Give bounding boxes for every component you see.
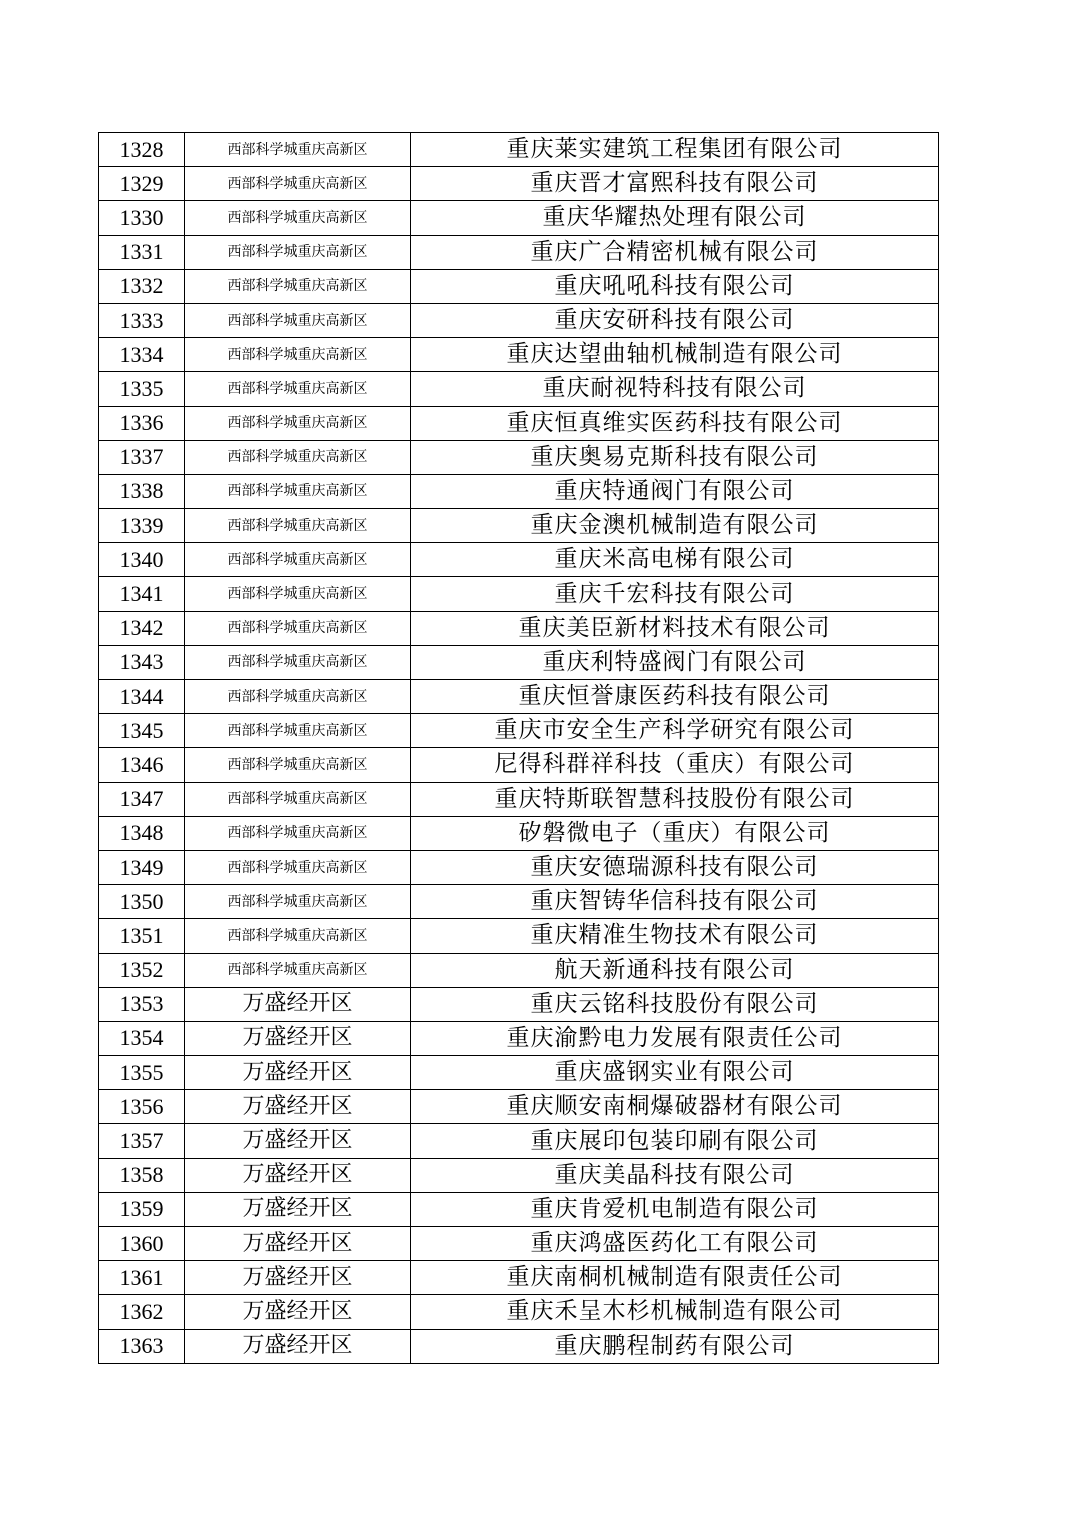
company-name-cell: 重庆莱实建筑工程集团有限公司 [411, 133, 939, 167]
company-name-cell: 重庆恒真维实医药科技有限公司 [411, 406, 939, 440]
table-row [99, 1021, 939, 1055]
table-row [99, 748, 939, 782]
table-row [99, 1227, 939, 1261]
district-cell: 万盛经开区 [185, 987, 411, 1021]
table-row [99, 1295, 939, 1329]
district-cell: 西部科学城重庆高新区 [185, 645, 411, 679]
table-row [99, 680, 939, 714]
district-cell: 万盛经开区 [185, 1192, 411, 1226]
company-name-cell: 重庆利特盛阀门有限公司 [411, 645, 939, 679]
row-number: 1352 [99, 953, 185, 987]
row-number: 1343 [99, 645, 185, 679]
district-cell: 西部科学城重庆高新区 [185, 850, 411, 884]
district-cell: 万盛经开区 [185, 1261, 411, 1295]
row-number: 1351 [99, 919, 185, 953]
company-name-cell: 重庆顺安南桐爆破器材有限公司 [411, 1090, 939, 1124]
row-number: 1349 [99, 850, 185, 884]
company-name-cell: 重庆恒誉康医药科技有限公司 [411, 680, 939, 714]
row-number: 1328 [99, 133, 185, 167]
table-row [99, 303, 939, 337]
row-number: 1359 [99, 1192, 185, 1226]
district-cell: 西部科学城重庆高新区 [185, 440, 411, 474]
table-row [99, 1329, 939, 1363]
row-number: 1331 [99, 235, 185, 269]
row-number: 1342 [99, 611, 185, 645]
district-cell: 西部科学城重庆高新区 [185, 919, 411, 953]
table-row [99, 201, 939, 235]
district-cell: 西部科学城重庆高新区 [185, 577, 411, 611]
district-cell: 西部科学城重庆高新区 [185, 611, 411, 645]
district-cell: 西部科学城重庆高新区 [185, 303, 411, 337]
district-cell: 西部科学城重庆高新区 [185, 680, 411, 714]
table-row [99, 987, 939, 1021]
company-name-cell: 重庆肯爱机电制造有限公司 [411, 1192, 939, 1226]
table-row [99, 543, 939, 577]
row-number: 1341 [99, 577, 185, 611]
row-number: 1333 [99, 303, 185, 337]
company-name-cell: 重庆安德瑞源科技有限公司 [411, 850, 939, 884]
row-number: 1332 [99, 269, 185, 303]
district-cell: 万盛经开区 [185, 1329, 411, 1363]
row-number: 1340 [99, 543, 185, 577]
district-cell: 万盛经开区 [185, 1227, 411, 1261]
company-name-cell: 重庆盛钢实业有限公司 [411, 1056, 939, 1090]
district-cell: 西部科学城重庆高新区 [185, 714, 411, 748]
company-name-cell: 重庆南桐机械制造有限责任公司 [411, 1261, 939, 1295]
district-cell: 西部科学城重庆高新区 [185, 509, 411, 543]
company-name-cell: 重庆耐视特科技有限公司 [411, 372, 939, 406]
table-row [99, 440, 939, 474]
row-number: 1346 [99, 748, 185, 782]
table-row [99, 133, 939, 167]
row-number: 1363 [99, 1329, 185, 1363]
row-number: 1334 [99, 338, 185, 372]
row-number: 1337 [99, 440, 185, 474]
district-cell: 万盛经开区 [185, 1090, 411, 1124]
table-row [99, 850, 939, 884]
row-number: 1356 [99, 1090, 185, 1124]
table-row [99, 372, 939, 406]
company-list-body [99, 133, 939, 1364]
company-name-cell: 重庆云铭科技股份有限公司 [411, 987, 939, 1021]
row-number: 1361 [99, 1261, 185, 1295]
table-row [99, 577, 939, 611]
company-name-cell: 重庆奥易克斯科技有限公司 [411, 440, 939, 474]
row-number: 1347 [99, 782, 185, 816]
district-cell: 西部科学城重庆高新区 [185, 235, 411, 269]
district-cell: 西部科学城重庆高新区 [185, 167, 411, 201]
row-number: 1329 [99, 167, 185, 201]
row-number: 1355 [99, 1056, 185, 1090]
company-list-table [98, 132, 939, 1364]
table-row [99, 645, 939, 679]
row-number: 1354 [99, 1021, 185, 1055]
district-cell: 西部科学城重庆高新区 [185, 372, 411, 406]
row-number: 1336 [99, 406, 185, 440]
table-row [99, 338, 939, 372]
company-name-cell: 重庆特斯联智慧科技股份有限公司 [411, 782, 939, 816]
table-row [99, 1261, 939, 1295]
row-number: 1350 [99, 885, 185, 919]
district-cell: 西部科学城重庆高新区 [185, 269, 411, 303]
district-cell: 西部科学城重庆高新区 [185, 748, 411, 782]
table-row [99, 611, 939, 645]
district-cell: 西部科学城重庆高新区 [185, 201, 411, 235]
row-number: 1362 [99, 1295, 185, 1329]
company-name-cell: 重庆市安全生产科学研究有限公司 [411, 714, 939, 748]
district-cell: 万盛经开区 [185, 1124, 411, 1158]
table-row [99, 1124, 939, 1158]
table-row [99, 474, 939, 508]
district-cell: 西部科学城重庆高新区 [185, 133, 411, 167]
table-row [99, 269, 939, 303]
row-number: 1353 [99, 987, 185, 1021]
table-row [99, 235, 939, 269]
company-name-cell: 重庆鹏程制药有限公司 [411, 1329, 939, 1363]
company-name-cell: 重庆鸿盛医药化工有限公司 [411, 1227, 939, 1261]
company-name-cell: 矽磐微电子（重庆）有限公司 [411, 816, 939, 850]
company-name-cell: 重庆吼吼科技有限公司 [411, 269, 939, 303]
company-name-cell: 重庆禾呈木杉机械制造有限公司 [411, 1295, 939, 1329]
table-row [99, 509, 939, 543]
company-name-cell: 重庆千宏科技有限公司 [411, 577, 939, 611]
row-number: 1357 [99, 1124, 185, 1158]
company-name-cell: 重庆美晶科技有限公司 [411, 1158, 939, 1192]
district-cell: 万盛经开区 [185, 1056, 411, 1090]
district-cell: 万盛经开区 [185, 1158, 411, 1192]
company-name-cell: 尼得科群祥科技（重庆）有限公司 [411, 748, 939, 782]
table-row [99, 919, 939, 953]
company-name-cell: 重庆华耀热处理有限公司 [411, 201, 939, 235]
row-number: 1344 [99, 680, 185, 714]
table-row [99, 953, 939, 987]
row-number: 1335 [99, 372, 185, 406]
table-row [99, 816, 939, 850]
company-name-cell: 重庆智铸华信科技有限公司 [411, 885, 939, 919]
table-row [99, 1056, 939, 1090]
district-cell: 万盛经开区 [185, 1021, 411, 1055]
row-number: 1358 [99, 1158, 185, 1192]
district-cell: 西部科学城重庆高新区 [185, 406, 411, 440]
district-cell: 西部科学城重庆高新区 [185, 543, 411, 577]
table-row [99, 885, 939, 919]
company-name-cell: 重庆精准生物技术有限公司 [411, 919, 939, 953]
company-name-cell: 重庆金澳机械制造有限公司 [411, 509, 939, 543]
district-cell: 西部科学城重庆高新区 [185, 338, 411, 372]
table-row [99, 406, 939, 440]
company-name-cell: 航天新通科技有限公司 [411, 953, 939, 987]
company-name-cell: 重庆美臣新材料技术有限公司 [411, 611, 939, 645]
table-row [99, 1158, 939, 1192]
row-number: 1338 [99, 474, 185, 508]
row-number: 1360 [99, 1227, 185, 1261]
district-cell: 西部科学城重庆高新区 [185, 782, 411, 816]
company-name-cell: 重庆达望曲轴机械制造有限公司 [411, 338, 939, 372]
district-cell: 西部科学城重庆高新区 [185, 953, 411, 987]
row-number: 1339 [99, 509, 185, 543]
table-row [99, 714, 939, 748]
table-row [99, 167, 939, 201]
table-row [99, 1192, 939, 1226]
table-row [99, 1090, 939, 1124]
company-name-cell: 重庆广合精密机械有限公司 [411, 235, 939, 269]
company-name-cell: 重庆米高电梯有限公司 [411, 543, 939, 577]
company-name-cell: 重庆渝黔电力发展有限责任公司 [411, 1021, 939, 1055]
company-name-cell: 重庆展印包装印刷有限公司 [411, 1124, 939, 1158]
district-cell: 西部科学城重庆高新区 [185, 885, 411, 919]
row-number: 1330 [99, 201, 185, 235]
table-row [99, 782, 939, 816]
row-number: 1345 [99, 714, 185, 748]
company-name-cell: 重庆安研科技有限公司 [411, 303, 939, 337]
district-cell: 万盛经开区 [185, 1295, 411, 1329]
district-cell: 西部科学城重庆高新区 [185, 474, 411, 508]
row-number: 1348 [99, 816, 185, 850]
district-cell: 西部科学城重庆高新区 [185, 816, 411, 850]
company-name-cell: 重庆晋才富熙科技有限公司 [411, 167, 939, 201]
company-name-cell: 重庆特通阀门有限公司 [411, 474, 939, 508]
